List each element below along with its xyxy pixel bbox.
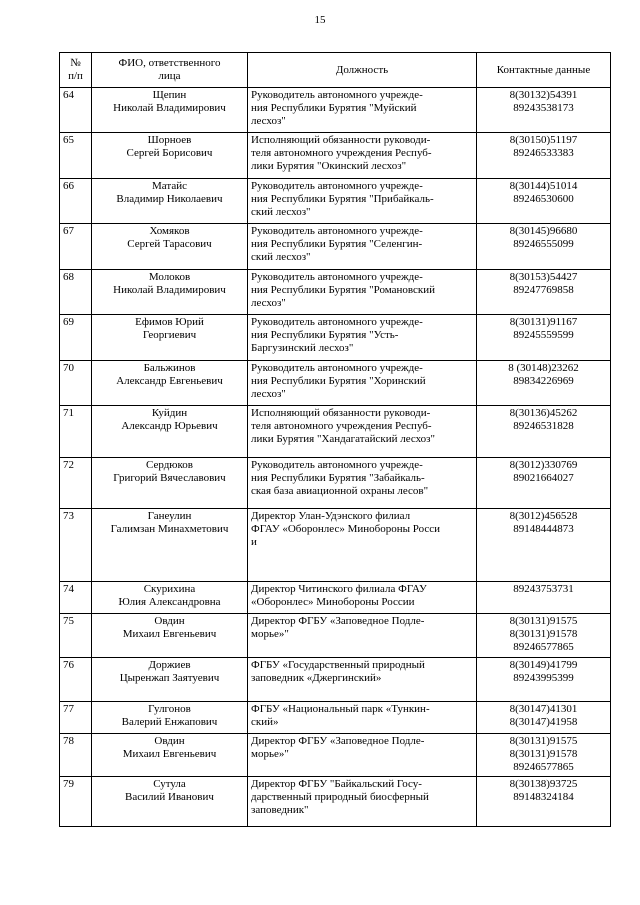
header-position [248,53,477,88]
cell-number: 71 [60,406,92,458]
position-line: ния Республики Бурятия "Селенгин- [251,238,423,250]
contact-line: 89246530600 [513,193,574,205]
contact-line: 89021664027 [513,472,574,484]
page-number: 15 [314,14,326,26]
name-line: Молоков [148,271,191,283]
position-line: Директор ФГБУ «Заповедное Подле- [251,615,425,627]
name-line: Сергей Борисович [126,147,213,159]
table-row [60,270,611,315]
cell-position [248,406,477,458]
name-line: Цыренжап Заятуевич [119,672,220,684]
position-line: Руководитель автономного учрежде- [251,362,423,374]
position-line: ский лесхоз" [251,206,311,218]
cell-contacts [477,614,611,658]
cell-name [92,614,248,658]
contact-line: 8(30132)54391 [509,89,578,101]
name-line: Николай Владимирович [113,284,226,296]
position-line: морье»" [251,748,289,760]
cell-number: 68 [60,270,92,315]
cell-name [92,88,248,133]
table-row [60,179,611,224]
position-line: ния Республики Бурятия "Усть- [251,329,399,341]
contact-line: 89246533383 [513,147,574,159]
contact-line: 89148324184 [513,791,574,803]
cell-position [248,224,477,270]
cell-name [92,509,248,582]
position-line: Руководитель автономного учрежде- [251,271,423,283]
position-line: Руководитель автономного учрежде- [251,316,423,328]
contact-line: 8(30149)41799 [509,659,578,671]
cell-name [92,270,248,315]
cell-position [248,361,477,406]
name-line: Александр Юрьевич [121,420,218,432]
position-line: ния Республики Бурятия "Забайкаль- [251,472,425,484]
position-line: и [251,536,257,548]
cell-name [92,224,248,270]
position-line: ния Республики Бурятия "Прибайкаль- [251,193,434,205]
contact-line: 8(30131)91167 [509,316,578,328]
contact-line: 8(30147)41958 [509,716,578,728]
table-row [60,582,611,614]
contact-line: 8(30150)51197 [509,134,578,146]
cell-contacts [477,179,611,224]
cell-number: 67 [60,224,92,270]
table-row [60,777,611,827]
contact-line: 8(30131)91578 [509,628,578,640]
position-line: теля автономного учреждения Респуб- [251,147,432,159]
name-line: Сутула [153,778,186,790]
contact-line: 8(30136)45262 [509,407,578,419]
contact-line: 8 (30148)23262 [508,362,579,374]
name-line: Шорноев [147,134,192,146]
contact-line: 8(30153)54427 [509,271,578,283]
position-line: ский» [251,716,279,728]
contact-line: 89246577865 [513,641,574,653]
cell-number: 70 [60,361,92,406]
header-contacts [477,53,611,88]
cell-contacts [477,734,611,777]
name-line: Валерий Енжапович [121,716,218,728]
contact-line: 89243753731 [513,583,574,595]
position-line: ФГБУ «Государственный природный [251,659,425,671]
cell-position [248,777,477,827]
position-line: Исполняющий обязанности руководи- [251,134,431,146]
contact-line: 8(30131)91578 [509,748,578,760]
position-line: ская база авиационной охраны лесов" [251,485,429,497]
cell-name [92,179,248,224]
position-line: Баргузинский лесхоз" [251,342,354,354]
header-position-line: Должность [335,63,389,76]
name-line: Василий Иванович [125,791,214,803]
position-line: лики Бурятия "Хандагатайский лесхоз" [251,433,436,445]
cell-position [248,458,477,509]
contact-line: 89247769858 [513,284,574,296]
cell-contacts [477,702,611,734]
cell-contacts [477,509,611,582]
name-line: Сергей Тарасович [127,238,212,250]
table-row [60,702,611,734]
cell-contacts [477,224,611,270]
position-line: лесхоз" [251,115,286,127]
position-line: ский лесхоз" [251,251,311,263]
name-line: Георгиевич [142,329,197,341]
name-line: Михаил Евгеньевич [122,748,217,760]
header-name [92,53,248,88]
contact-line: 89246555099 [513,238,574,250]
cell-name [92,702,248,734]
cell-position [248,582,477,614]
name-line: Хомяков [149,225,190,237]
position-line: ния Республики Бурятия "Романовский [251,284,436,296]
cell-number: 65 [60,133,92,179]
position-line: «Оборонлес» Минобороны России [251,596,415,608]
name-line: Овдин [154,615,185,627]
table-row [60,361,611,406]
cell-position [248,658,477,702]
name-line: Николай Владимирович [113,102,226,114]
name-line: Доржиев [148,659,191,671]
header-name-line: ФИО, ответственного [118,57,221,69]
cell-number: 78 [60,734,92,777]
table-row [60,88,611,133]
name-line: Григорий Вячеславович [113,472,226,484]
cell-position [248,614,477,658]
table-row [60,406,611,458]
cell-position [248,734,477,777]
cell-number: 75 [60,614,92,658]
name-line: Овдин [154,735,185,747]
position-line: морье»" [251,628,289,640]
contact-line: 89245559599 [513,329,574,341]
cell-name [92,133,248,179]
contact-line: 8(30131)91575 [509,735,578,747]
position-line: Руководитель автономного учрежде- [251,180,423,192]
contacts-table [59,52,611,827]
position-line: Руководитель автономного учрежде- [251,225,423,237]
contact-line: 89243995399 [513,672,574,684]
contact-line: 89246531828 [513,420,574,432]
name-line: Сердюков [145,459,193,471]
cell-name [92,658,248,702]
cell-number: 73 [60,509,92,582]
position-line: лики Бурятия "Окинский лесхоз" [251,160,407,172]
position-line: Руководитель автономного учрежде- [251,89,423,101]
name-line: Михаил Евгеньевич [122,628,217,640]
name-line: Бальжинов [143,362,196,374]
contact-line: 8(30144)51014 [509,180,578,192]
contact-line: 89834226969 [513,375,574,387]
name-line: Ефимов Юрий [135,316,204,328]
table-row [60,658,611,702]
contact-line: 8(30138)93725 [509,778,578,790]
contact-line: 8(3012)456528 [509,510,578,522]
cell-name [92,315,248,361]
position-line: ФГБУ «Национальный парк «Тункин- [251,703,430,715]
cell-contacts [477,361,611,406]
contact-line: 8(30145)96680 [509,225,578,237]
cell-name [92,406,248,458]
header-name-line: лица [158,70,181,82]
cell-position [248,88,477,133]
name-line: Гулгонов [148,703,191,715]
name-line: Галимзан Минахметович [110,523,229,535]
name-line: Матайс [152,180,187,192]
position-line: заповедник «Джергинский» [251,672,382,684]
header-contacts-line: Контактные данные [496,63,591,76]
cell-contacts [477,777,611,827]
cell-contacts [477,582,611,614]
cell-position [248,509,477,582]
position-line: заповедник" [251,804,309,816]
header-number-line: № [70,57,81,69]
cell-number: 74 [60,582,92,614]
header-number [60,53,92,88]
name-line: Скурихина [143,583,196,595]
position-line: лесхоз" [251,388,286,400]
position-line: лесхоз" [251,297,286,309]
table-row [60,458,611,509]
table-row [60,614,611,658]
cell-number: 66 [60,179,92,224]
cell-name [92,361,248,406]
name-line: Александр Евгеньевич [116,375,223,387]
cell-name [92,734,248,777]
cell-contacts [477,88,611,133]
contact-line: 89246577865 [513,761,574,773]
cell-number: 64 [60,88,92,133]
position-line: Руководитель автономного учрежде- [251,459,423,471]
table-row [60,509,611,582]
cell-contacts [477,315,611,361]
cell-position [248,270,477,315]
cell-number: 69 [60,315,92,361]
cell-contacts [477,270,611,315]
name-line: Юлия Александровна [118,596,221,608]
cell-number: 72 [60,458,92,509]
contact-line: 89243538173 [513,102,574,114]
cell-contacts [477,658,611,702]
cell-position [248,702,477,734]
cell-number: 76 [60,658,92,702]
contact-line: 8(30147)41301 [509,703,578,715]
cell-name [92,777,248,827]
position-line: ния Республики Бурятия "Хоринский [251,375,426,387]
position-line: Директор ФГБУ «Заповедное Подле- [251,735,425,747]
position-line: ния Республики Бурятия "Муйский [251,102,417,114]
position-line: ФГАУ «Оборонлес» Минобороны Росси [251,523,441,535]
table-row [60,734,611,777]
position-line: Исполняющий обязанности руководи- [251,407,431,419]
contact-line: 8(30131)91575 [509,615,578,627]
name-line: Ганеулин [147,510,192,522]
cell-contacts [477,406,611,458]
table-row [60,133,611,179]
cell-number: 79 [60,777,92,827]
cell-number: 77 [60,702,92,734]
contact-line: 89148444873 [513,523,574,535]
cell-position [248,179,477,224]
cell-name [92,582,248,614]
cell-position [248,133,477,179]
position-line: Директор ФГБУ "Байкальский Госу- [251,778,422,790]
table-header-row [60,53,611,88]
name-line: Владимир Николаевич [116,193,223,205]
cell-contacts [477,133,611,179]
table-row [60,315,611,361]
cell-position [248,315,477,361]
position-line: Директор Читинского филиала ФГАУ [251,583,427,595]
position-line: теля автономного учреждения Респуб- [251,420,432,432]
table-row [60,224,611,270]
name-line: Куйдин [151,407,188,419]
contact-line: 8(3012)330769 [509,459,578,471]
cell-contacts [477,458,611,509]
position-line: дарственный природный биосферный [251,791,429,803]
position-line: Директор Улан-Удэнского филиал [251,510,411,522]
cell-name [92,458,248,509]
header-number-line: п/п [68,70,83,82]
name-line: Щепин [152,89,187,101]
